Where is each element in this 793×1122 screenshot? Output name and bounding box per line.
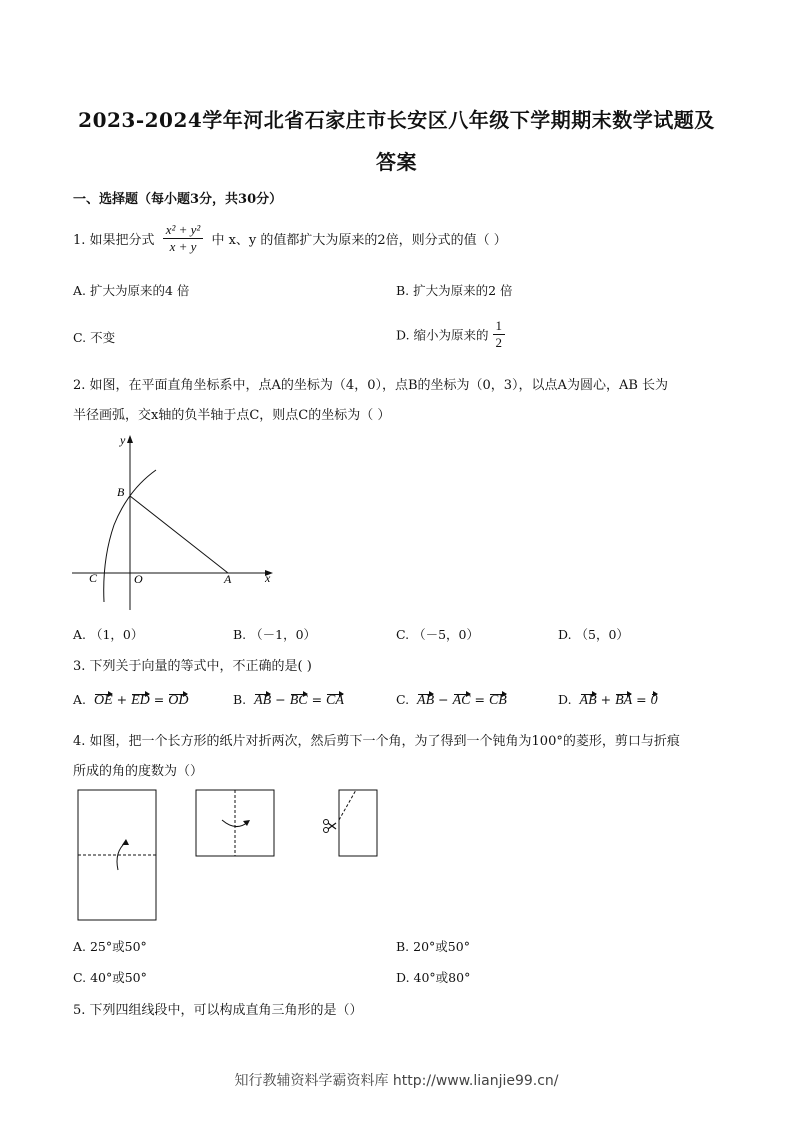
op: −: [275, 692, 286, 707]
question-1: [73, 222, 507, 255]
q4-option-c: C. 40°或50°: [73, 970, 147, 985]
q2-coordinate-figure: [68, 430, 283, 615]
question-2-line1: 2. 如图，在平面直角坐标系中，点A的坐标为（4，0），点B的坐标为（0，3），以点A为圆心，AB 长为: [73, 378, 669, 393]
cut-line: [339, 790, 356, 820]
q3-option-b-label: B.: [233, 692, 247, 707]
vec-ab: AB: [254, 693, 272, 708]
paper-quarter: [339, 790, 377, 856]
vec-ba: BA: [615, 693, 633, 708]
op: =: [311, 692, 323, 707]
q1-frac-denominator: x + y: [169, 239, 197, 254]
segment-ab: [130, 496, 228, 573]
q1-fraction: [163, 222, 204, 255]
q4-option-d: D. 40°或80°: [396, 970, 471, 985]
q4-folding-figure: [70, 782, 390, 927]
q3-option-c-label: C.: [396, 692, 410, 707]
op: =: [153, 692, 165, 707]
vec-cb: CB: [488, 693, 507, 708]
q3-option-b: [233, 692, 344, 709]
q2-option-d: D. （5，0）: [558, 627, 629, 642]
q1-option-c: C. 不变: [73, 330, 116, 345]
q4-option-b: B. 20°或50°: [396, 939, 470, 954]
vec-ac: AC: [452, 693, 471, 708]
label-x: x: [265, 571, 271, 585]
q1-option-d-text: D. 缩小为原来的: [396, 327, 489, 343]
question-3: 3. 下列关于向量的等式中，不正确的是( ): [73, 659, 312, 674]
q1-suffix: 中 x、y 的值都扩大为原来的2倍，则分式的值（ ）: [211, 233, 507, 248]
op: +: [116, 692, 128, 707]
op: +: [600, 692, 612, 707]
question-4-line1: 4. 如图，把一个长方形的纸片对折两次，然后剪下一个角，为了得到一个钝角为100°的菱形，剪口与折痕: [73, 734, 680, 749]
q3-option-d-label: D.: [558, 692, 572, 707]
q2-option-c: C. （－5，0）: [396, 627, 479, 642]
q1-frac-numerator: x² + y²: [163, 222, 204, 239]
label-o: O: [134, 572, 143, 586]
page-title-line1: 2023-2024学年河北省石家庄市长安区八年级下学期期末数学试题及: [78, 108, 715, 132]
vec-od: OD: [168, 693, 189, 708]
page-title-line2: 答案: [376, 150, 417, 174]
y-axis-arrow: [127, 435, 133, 443]
op: =: [636, 692, 647, 707]
q4-option-a: A. 25°或50°: [73, 939, 147, 954]
label-b: B: [117, 485, 125, 499]
label-a: A: [224, 572, 232, 586]
q3-option-d: [558, 692, 658, 709]
footer-watermark: 知行教辅资料学霸资料库 http://www.lianjie99.cn/: [234, 1073, 559, 1089]
vec-bc: BC: [289, 693, 308, 708]
scissors-icon: [324, 820, 337, 833]
q1-half-den: 2: [495, 335, 503, 350]
fold-arrow-1: [117, 842, 126, 870]
op: −: [438, 692, 449, 707]
op: =: [474, 692, 485, 707]
fold-arrow-1-head: [122, 839, 129, 845]
q1-option-b: B. 扩大为原来的2 倍: [396, 283, 513, 298]
q1-half-num: 1: [493, 318, 506, 335]
q1-half-fraction: [493, 318, 506, 351]
vec-ed: ED: [131, 693, 150, 708]
q2-option-b: B. （－1，0）: [233, 627, 317, 642]
vec-ca: CA: [326, 693, 344, 708]
section-heading: 一、选择题（每小题3分，共30分）: [73, 192, 283, 207]
question-5: 5. 下列四组线段中，可以构成直角三角形的是（）: [73, 1003, 363, 1018]
vec-ab: AB: [579, 693, 597, 708]
q1-option-a: A. 扩大为原来的4 倍: [73, 283, 190, 298]
q3-option-a: [73, 692, 188, 709]
vec-ab: AB: [417, 693, 435, 708]
question-2-line2: 半径画弧，交x轴的负半轴于点C，则点C的坐标为（ ）: [73, 408, 391, 423]
q3-option-a-label: A.: [73, 692, 87, 707]
label-c: C: [89, 571, 98, 585]
label-y: y: [120, 433, 126, 447]
q1-option-d: [396, 318, 505, 351]
q3-option-c: [396, 692, 507, 709]
q1-prefix: 1. 如果把分式: [73, 233, 155, 248]
question-4-line2: 所成的角的度数为（）: [73, 764, 204, 779]
vec-oe: OE: [93, 693, 113, 708]
q2-option-a: A. （1，0）: [73, 627, 144, 642]
vec-zero: 0: [650, 693, 658, 708]
